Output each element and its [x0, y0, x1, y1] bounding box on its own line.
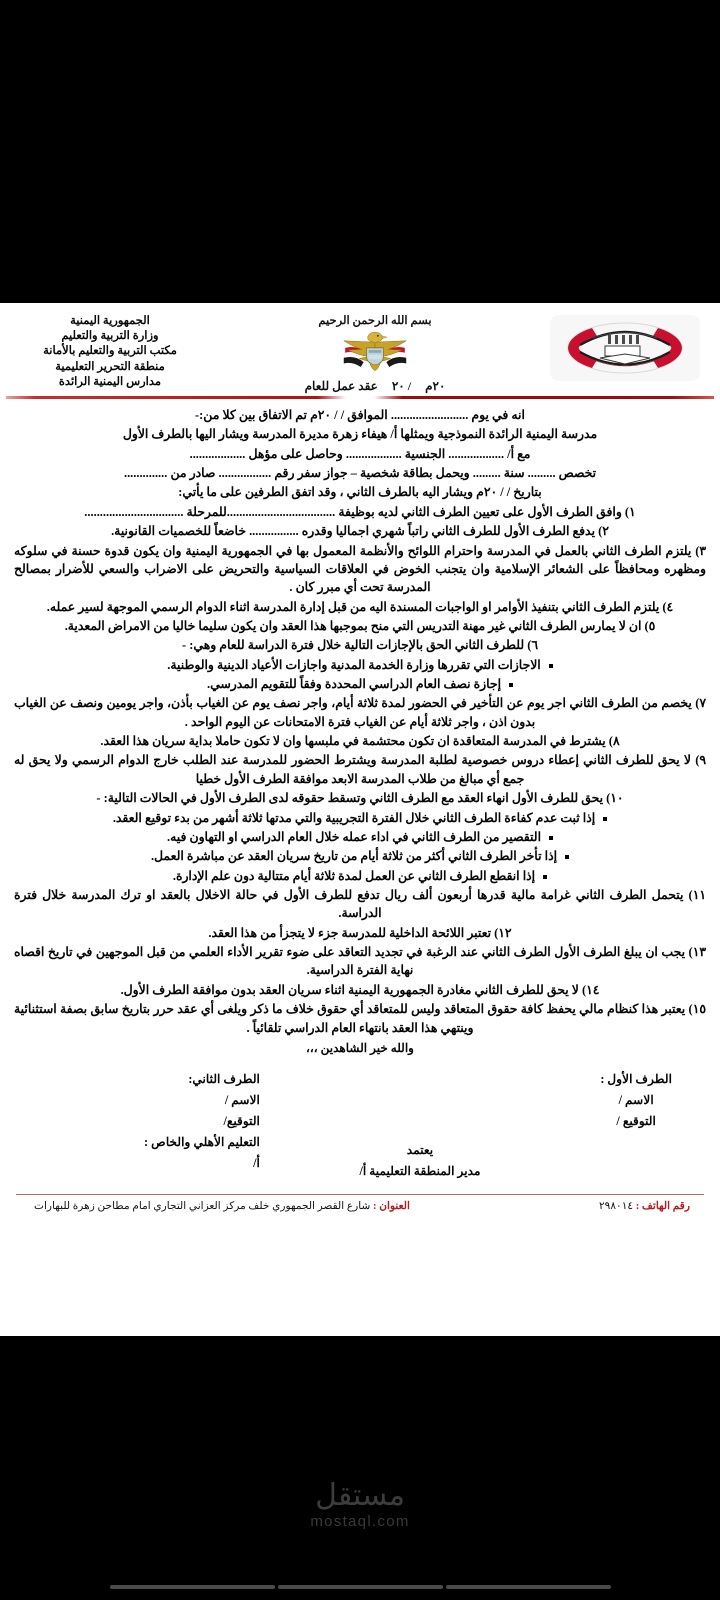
document-page: [0, 303, 720, 1336]
clause-6: ٦) للطرف الثاني الحق بالإجازات التالية خلال فترة الدراسة للعام وهي: -: [182, 638, 538, 653]
intro-line4-a: تخصص: [558, 466, 597, 481]
dotted-fill: ..................: [189, 446, 246, 461]
contract-year-first: / ٢٠: [391, 379, 412, 393]
intro-line3-b: الجنسية: [404, 446, 446, 461]
list-item: [14, 828, 706, 846]
clause-7: ٧) يخصم من الطرف الثاني اجر يوم عن التأخير في الحضور لمدة ثلاثة أيام، واجر نصف يوم عن الغياب بأذن، واجر يومين ونصف عن الغياب بدون اذن ، واجر ثلاثة أيام عن الغياب فترة الامتحانات عن اليوم الواحد .: [14, 696, 706, 729]
authority-line-1: الجمهورية اليمنية: [70, 315, 150, 327]
dotted-fill: ..................: [448, 446, 505, 461]
list-item: [14, 675, 706, 693]
intro-line1-c: / / ٢٠م تم الاتفاق بين كلا من:-: [195, 408, 345, 422]
clause-8: ٨) يشترط في المدرسة المتعاقدة ان تكون محتشمة في ملبسها وان لا تكون حاملا بداية سريان هذا العقد.: [100, 734, 620, 749]
bullet-text: التقصير من الطرف الثاني في اداء عمله خلال العام الدراسي او التهاون فيه.: [166, 829, 542, 844]
approval-role: مدير المنطقة التعليمية أ/: [359, 1163, 481, 1178]
clause-13: ١٣) يجب ان يبلغ الطرف الأول الطرف الثاني عند الرغبة في تجديد التعاقد على ضوء تقرير الأداء العلمي من قبل الموجهين في تاريخ اقصاه نهاية الفترة الدراسية.: [14, 945, 706, 978]
mostaql-watermark: [0, 1480, 720, 1530]
bullet-square-icon: [543, 875, 547, 879]
contract-year-second: ٢٠م: [425, 379, 446, 393]
clause-15: ١٥) يعتبر هذا كنظام مالي يحفظ كافة حقوق المتعاقد وليس للمتعاقد أي حقوق خلاف ما ذكر ويلغى أي عقد حرر بتاريخ سابق بصفة استثنائية وينتهي هذا العقد بانتهاء العام الدراسي تلقائياً .: [14, 1002, 706, 1035]
first-party-signature-label: التوقيع /: [616, 1113, 656, 1128]
dotted-fill: .........: [472, 466, 501, 481]
second-party-signature-label: التوقيع/: [223, 1113, 260, 1128]
intro-line4-d: صادر من: [170, 466, 216, 481]
clause-4: ٤) يلتزم الطرف الثاني بتنفيذ الأوامر او الواجبات المسندة اليه من قبل إدارة المدرسة اثناء الدوام الرسمي الموجهة لسير عمله.: [46, 599, 674, 614]
dotted-fill: ..................: [345, 446, 402, 461]
dotted-fill: .........: [527, 466, 556, 481]
document-body: [0, 399, 720, 1180]
witness-line: والله خير الشاهدين ،،،: [306, 1040, 414, 1055]
authority-line-3: مكتب التربية والتعليم بالأمانة: [43, 345, 177, 358]
footer-address: [34, 1200, 410, 1212]
clause-2: ٢) يدفع الطرف الأول للطرف الثاني راتباً شهري اجماليا وقدره ................ خاضعاً للخصميات القانونية.: [111, 524, 609, 539]
clause-6-bullet-list: [14, 656, 706, 694]
header-center: [250, 311, 500, 393]
document-footer: [0, 1200, 720, 1212]
address-label: العنوان :: [373, 1200, 410, 1212]
second-party-signature: [144, 1070, 260, 1175]
contract-title: عقد عمل للعام: [304, 379, 378, 393]
clause-10-bullet-list: [14, 809, 706, 885]
phone-label: رقم الهاتف :: [635, 1200, 690, 1212]
list-item: [14, 809, 706, 827]
private-education-value: أ/: [253, 1155, 260, 1170]
indicator-bar-1[interactable]: [446, 1585, 611, 1589]
list-item: [14, 847, 706, 865]
bullet-square-icon: [549, 664, 553, 668]
list-item: [14, 867, 706, 885]
first-party-signature: [600, 1070, 672, 1175]
bullet-text: إذا ثبت عدم كفاءة الطرف الثاني خلال الفترة التجريبية والتي مدتها ثلاثة أشهر من بدء توقيع العقد.: [112, 810, 596, 825]
intro-line4-c: ويحمل بطاقة شخصية – جواز سفر رقم: [274, 466, 470, 481]
private-education-label: التعليم الأهلي والخاص :: [144, 1134, 260, 1149]
clause-14: ١٤) لا يحق للطرف الثاني مغادرة الجمهورية اليمنية اثناء سريان العقد بدون موافقة الطرف الأول.: [120, 982, 600, 997]
header-left: [540, 311, 710, 381]
clause-11: ١١) يتحمل الطرف الثاني غرامة مالية قدرها أربعون ألف ريال تدفع للطرف الأول في حالة الاخلال بالعقد او ترك المدرسة خلال فترة الدراسة.: [14, 887, 706, 921]
second-party-title: الطرف الثاني:: [188, 1071, 260, 1086]
intro-line1-a: انه في يوم: [471, 408, 525, 422]
intro-line-4: [14, 464, 706, 482]
approval-title: يعتمد: [406, 1142, 434, 1157]
bullet-text: الاجازات التي تقررها وزارة الخدمة المدنية واجازات الأعياد الدينية والوطنية.: [167, 657, 541, 672]
indicator-bar-3[interactable]: [110, 1585, 275, 1589]
intro-line3-a: مع أ/: [507, 446, 531, 461]
bottom-indicator-bars[interactable]: [0, 1585, 720, 1589]
clause-5: ٥) ان لا يمارس الطرف الثاني غير مهنة التدريس التي منح بموجبها هذا العقد وان يكون سليما خاليا من الامراض المعدية.: [64, 618, 656, 633]
clause-12: ١٢) تعتبر اللائحة الداخلية للمدرسة جزء لا يتجزأ من هذا العقد.: [208, 925, 512, 940]
clause-9: ٩) لا يحق للطرف الثاني إعطاء دروس خصوصية لطلبة المدرسة ويشترط الحضور للمدرسة عند الطلب خارج الدوام الرسمي ولا يحق له جمع أي مبالغ من طلاب المدرسة الابعد موافقة الطرف الأول خطيا: [14, 753, 706, 786]
intro-line4-b: سنة: [503, 466, 525, 481]
second-party-name-label: الاسم /: [224, 1092, 260, 1107]
bullet-text: إذا انقطع الطرف الثاني عن العمل لمدة ثلاثة أيام متتالية دون علم الإدارة.: [172, 868, 536, 883]
authority-heading: [10, 311, 210, 390]
bullet-square-icon: [509, 683, 513, 687]
footer-phone: [599, 1200, 690, 1212]
clause-3: ٣) يلتزم الطرف الثاني بالعمل في المدرسة واحترام اللوائح والأنظمة المعمول بها في الجمهورية اليمنية وان يكون قدوة حسنة في سلوكه ومظهره ومحافظاً على الشعائر الإسلامية وان يتجنب الخوض في العلاقات السياسية والتحريض على الاضراب والسعي للأضرار بمصالح المدرسة تحت أي مبرر كان .: [14, 543, 706, 595]
basmala-text: بسم الله الرحمن الرحيم: [318, 315, 432, 327]
bullet-square-icon: [549, 836, 553, 840]
address-value: شارع القصر الجمهوري خلف مركز العزاني التجاري امام مطاحن زهرة للبهارات: [34, 1200, 371, 1212]
watermark-arabic: مستقل: [315, 1478, 405, 1513]
first-party-name-label: الاسم /: [618, 1092, 654, 1107]
dotted-fill: .........................: [390, 408, 469, 422]
bullet-text: إجازة نصف العام الدراسي المحددة وفقاً للتقويم المدرسي.: [206, 677, 502, 692]
phone-value: ٢٩٨٠١٤: [598, 1200, 634, 1212]
document-header: [0, 303, 720, 395]
dotted-fill: ..............: [123, 466, 168, 481]
dotted-fill: .................: [218, 466, 272, 481]
bullet-square-icon: [565, 855, 569, 859]
intro-line3-c: وحاصل على مؤهل: [248, 446, 343, 461]
first-party-title: الطرف الأول :: [600, 1071, 672, 1086]
watermark-latin: mostaql.com: [310, 1512, 410, 1530]
authority-line-5: مدارس اليمنية الرائدة: [58, 375, 162, 388]
intro-line-5: بتاريخ / / ٢٠م ويشار اليه بالطرف الثاني ، وقد اتفق الطرفين على ما يأتي:: [178, 485, 542, 500]
clause-10: ١٠) يحق للطرف الأول انهاء العقد مع الطرف الثاني وتسقط حقوقه لدى الطرف الأول في الحالات التالية: -: [96, 791, 624, 806]
intro-line-3: [14, 445, 706, 463]
school-logo: [550, 315, 700, 381]
indicator-bar-2[interactable]: [278, 1585, 443, 1589]
intro-line1-b: الموافق: [347, 408, 388, 422]
bullet-square-icon: [603, 817, 607, 821]
bullet-text: إذا تأخر الطرف الثاني أكثر من ثلاثة أيام من تاريخ سريان العقد عن مباشرة العمل.: [150, 849, 558, 864]
footer-divider: [16, 1194, 704, 1195]
clause-1: ١) وافق الطرف الأول على تعيين الطرف الثاني لديه بوظيفة ...................................للمرحلة ................................: [84, 504, 636, 519]
contract-title-line: [250, 379, 500, 394]
intro-line-1: [14, 406, 706, 424]
authority-line-2: وزارة التربية والتعليم: [61, 330, 159, 343]
list-item: [14, 656, 706, 674]
authority-line-4: منطقة التحرير التعليمية: [55, 360, 165, 373]
yemen-eagle-emblem: [332, 328, 418, 372]
intro-line-2: مدرسة اليمنية الرائدة النموذجية ويمثلها أ/ هيفاء زهرة مديرة المدرسة ويشار اليها بالطرف الأول: [122, 427, 598, 442]
